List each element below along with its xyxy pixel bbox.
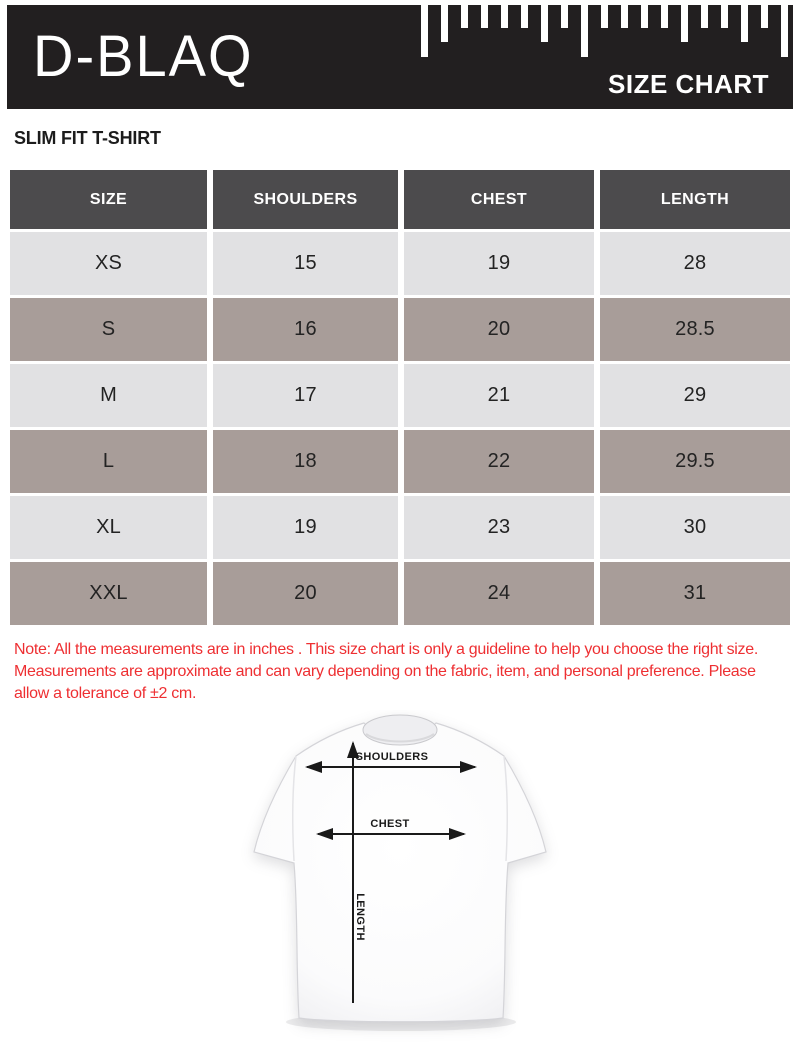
shoulders-label: SHOULDERS — [355, 751, 429, 763]
ruler-tick — [421, 5, 428, 57]
chest-label: CHEST — [370, 818, 410, 830]
table-cell: 28.5 — [600, 298, 790, 361]
ruler-tick — [441, 5, 448, 42]
table-cell: 28 — [600, 232, 790, 295]
ruler-tick — [741, 5, 748, 42]
table-cell: 21 — [404, 364, 594, 427]
size-table — [10, 170, 790, 625]
ruler-tick — [721, 5, 728, 28]
measurement-note: Note: All the measurements are in inches . This size chart is only a guideline to help you choose the right size. Measurements are approximate and can vary depending on the fabric, item, and personal preference. Please allow a tolerance of ±2 cm. — [14, 641, 758, 702]
table-cell: L — [10, 430, 207, 493]
brand-banner — [7, 5, 793, 109]
ruler-tick — [681, 5, 688, 42]
product-heading: SLIM FIT T-SHIRT — [14, 128, 161, 148]
table-cell: XXL — [10, 562, 207, 625]
brand-logo: D-BLAQ — [33, 22, 254, 89]
ruler-tick — [541, 5, 548, 42]
ruler-tick — [621, 5, 628, 28]
table-cell: 29 — [600, 364, 790, 427]
column-header-length: LENGTH — [600, 170, 790, 229]
size-chart-title: SIZE CHART — [608, 69, 769, 99]
table-cell: XS — [10, 232, 207, 295]
ruler-tick — [601, 5, 608, 28]
column-header-size: SIZE — [10, 170, 207, 229]
table-cell: 22 — [404, 430, 594, 493]
table-cell: 20 — [213, 562, 398, 625]
ruler-tick — [641, 5, 648, 28]
table-cell: 31 — [600, 562, 790, 625]
table-cell: 30 — [600, 496, 790, 559]
tshirt-diagram — [220, 710, 580, 1051]
ruler-tick — [581, 5, 588, 57]
table-cell: 17 — [213, 364, 398, 427]
table-cell: 16 — [213, 298, 398, 361]
table-cell: 29.5 — [600, 430, 790, 493]
table-cell: XL — [10, 496, 207, 559]
ruler-tick — [561, 5, 568, 28]
ruler-tick — [701, 5, 708, 28]
tshirt-illustration — [220, 710, 580, 1051]
table-cell: 24 — [404, 562, 594, 625]
table-cell: 19 — [404, 232, 594, 295]
table-cell: 23 — [404, 496, 594, 559]
column-header-chest: CHEST — [404, 170, 594, 229]
table-cell: 20 — [404, 298, 594, 361]
length-label: LENGTH — [354, 893, 366, 941]
ruler-tick — [761, 5, 768, 28]
table-cell: M — [10, 364, 207, 427]
ruler-tick — [661, 5, 668, 28]
ruler-tick — [461, 5, 468, 28]
table-cell: 18 — [213, 430, 398, 493]
ruler-tick — [781, 5, 788, 57]
table-cell: 15 — [213, 232, 398, 295]
table-cell: 19 — [213, 496, 398, 559]
ruler-tick — [481, 5, 488, 28]
ruler-tick — [521, 5, 528, 28]
ruler-icon — [421, 5, 788, 57]
table-cell: S — [10, 298, 207, 361]
ruler-tick — [501, 5, 508, 28]
column-header-shoulders: SHOULDERS — [213, 170, 398, 229]
